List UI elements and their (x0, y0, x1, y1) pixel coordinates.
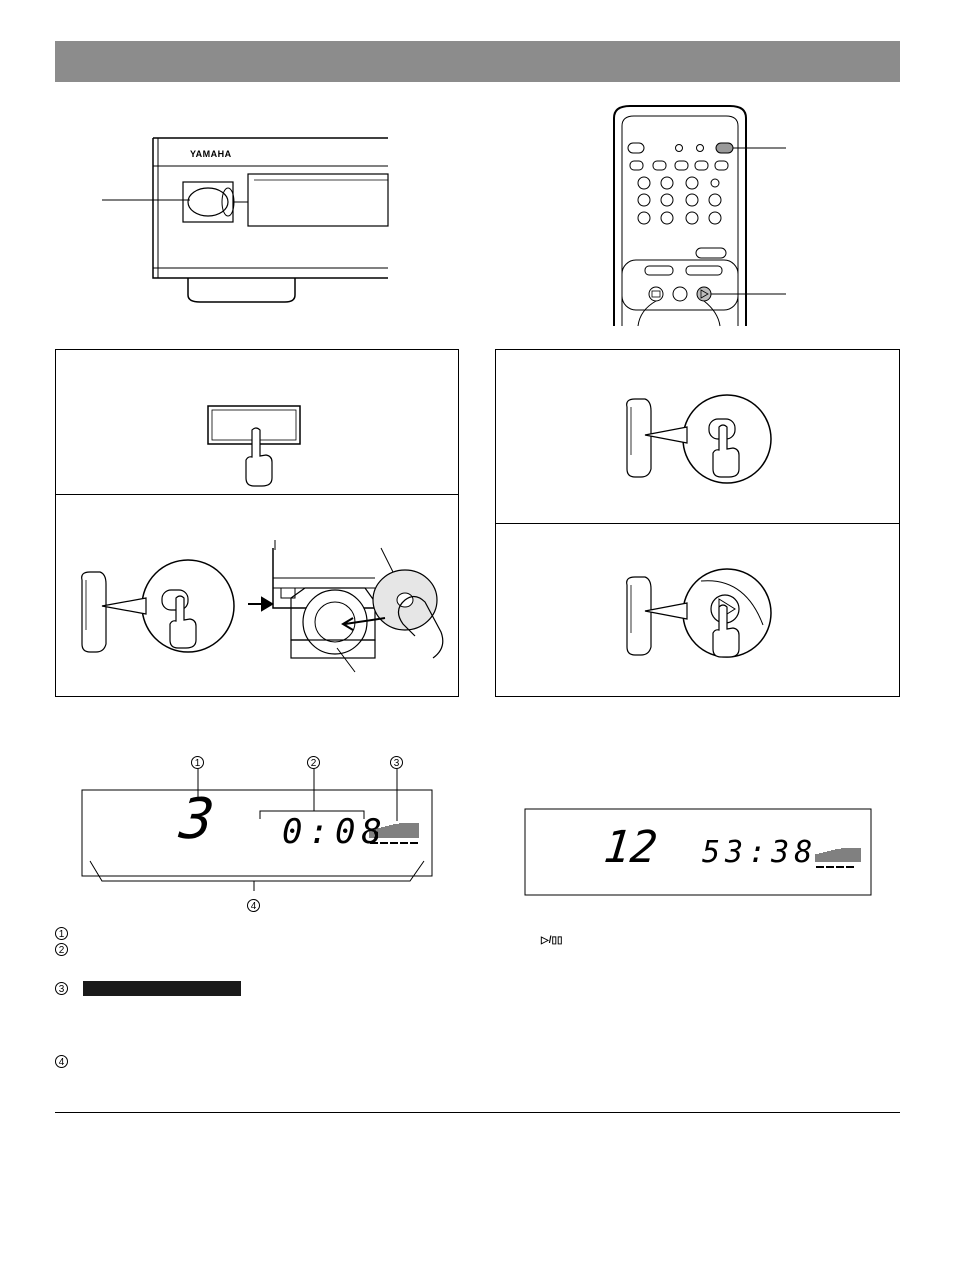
display-panel-right (524, 808, 874, 898)
callout-number: 3 (390, 756, 403, 769)
remote-open-button-press-illustration (615, 395, 775, 495)
list-callout-number: 1 (55, 927, 68, 940)
play-pause-symbol: ▷/▯▯ (541, 935, 563, 946)
track-number-display: 12 (601, 822, 660, 873)
panel-divider (495, 523, 900, 524)
player-front-panel-illustration (80, 130, 400, 310)
disc-insert-illustration (265, 540, 455, 670)
track-number-display: 3 (176, 787, 218, 852)
callout-number: 1 (191, 756, 204, 769)
panel-divider (55, 494, 459, 495)
callout-number: 2 (307, 756, 320, 769)
list-callout-number: 3 (55, 982, 68, 995)
bottom-rule (55, 1112, 900, 1113)
brand-logo: YAMAHA (190, 149, 232, 159)
remote-control-illustration (600, 100, 800, 330)
remote-play-button-press-illustration (615, 565, 775, 665)
total-time-display: 53:38 (702, 835, 818, 870)
elapsed-time-display: 0:08 (282, 812, 388, 852)
open-tray-illustration (70, 540, 230, 660)
power-button-press-illustration (200, 400, 310, 490)
highlight-bar (83, 981, 241, 996)
callout-number: 4 (247, 899, 260, 912)
list-callout-number: 2 (55, 943, 68, 956)
header-bar (55, 41, 900, 82)
list-callout-number: 4 (55, 1055, 68, 1068)
